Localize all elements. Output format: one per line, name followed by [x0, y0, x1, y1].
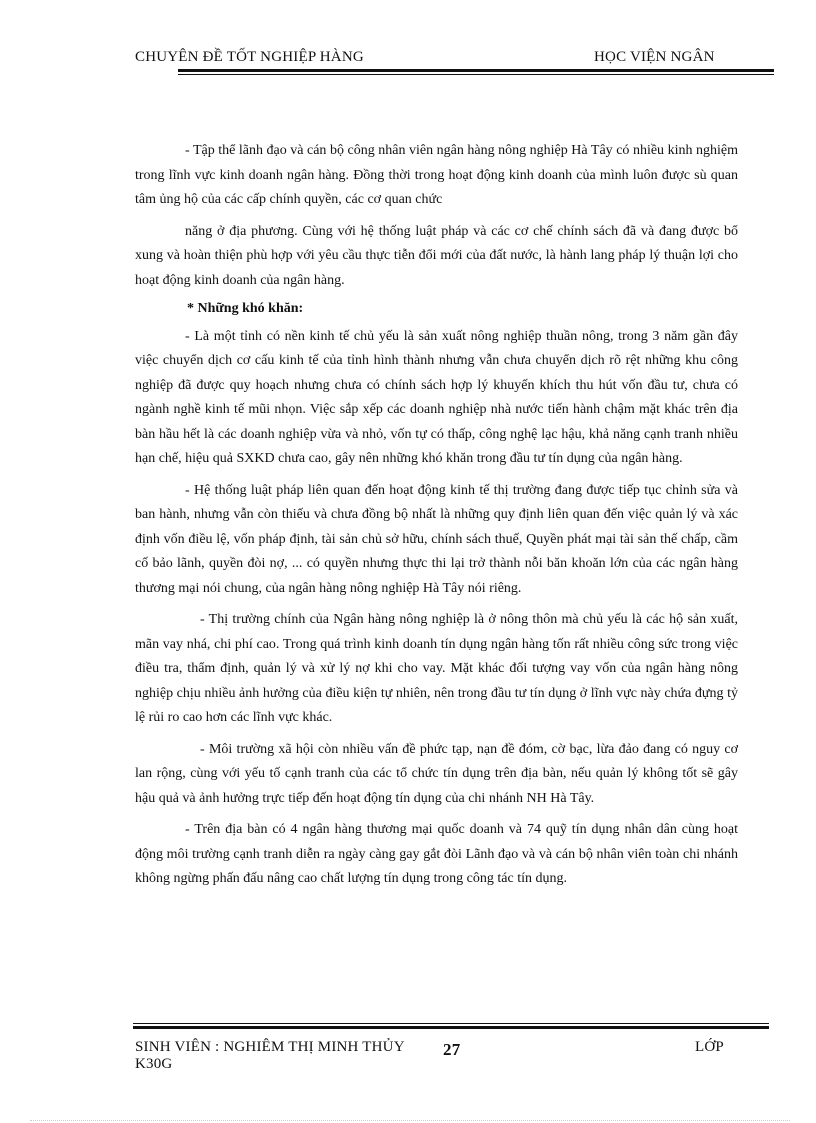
- header-left-title: CHUYÊN ĐỀ TỐT NGHIỆP HÀNG: [135, 49, 364, 65]
- footer-student-name: SINH VIÊN : NGHIÊM THỊ MINH THỦY K30G: [135, 1039, 405, 1072]
- paragraph: - Trên địa bàn có 4 ngân hàng thương mại quốc doanh và 74 quỹ tín dụng nhân dân cùng hoạt động môi trường cạnh tranh diễn ra ngày càng gay gắt đòi Lãnh đạo và và cán bộ nhân viên toàn chi nhánh không ngừng phấn đấu nâng cao chất lượng tín dụng trong công tác tín dụng.: [135, 822, 738, 886]
- paragraph: năng ở địa phương. Cùng với hệ thống luật pháp và các cơ chế chính sách đã và đang được bổ xung và hoàn thiện phù hợp với yêu cầu thực tiễn đổi mới của đất nước, là hành lang pháp lý thuận lợi cho hoạt động kinh doanh của ngân hàng.: [135, 223, 738, 288]
- section-subheading: * Những khó khăn:: [187, 301, 304, 316]
- paragraph: - Môi trường xã hội còn nhiều vấn đề phức tạp, nạn đề đóm, cờ bạc, lừa đảo đang có nguy cơ lan rộng, cùng với yếu tố cạnh tranh của các tổ chức tín dụng trên địa bàn, nếu quản lý không tốt sẽ gây hậu quả và ảnh hưởng trực tiếp đến hoạt động tín dụng của chi nhánh NH Hà Tây.: [135, 741, 738, 806]
- header-right-title: HỌC VIỆN NGÂN: [594, 49, 715, 65]
- page-number: 27: [443, 1040, 461, 1059]
- body-content: [135, 139, 738, 892]
- paragraph: - Thị trường chính của Ngân hàng nông nghiệp là ở nông thôn mà chủ yếu là các hộ sản xuất, mãn vay nhá, chi phí cao. Trong quá trình kinh doanh tín dụng ngân hàng tốn rất nhiều công sức trong việc điều tra, thẩm định, quản lý và xử lý nợ khi cho vay. Mặt khác đối tượng vay vốn của ngân hàng nông nghiệp chịu nhiều ảnh hưởng của điều kiện tự nhiên, nên trong đầu tư tín dụng ở lĩnh vực này chứa đựng tỷ lệ rủi ro cao hơn các lĩnh vực khác.: [135, 612, 738, 725]
- header-rule-thick: [178, 69, 774, 72]
- footer-class-label: LỚP: [695, 1039, 724, 1055]
- header-rule-thin: [178, 74, 774, 75]
- footer-rule-thick: [133, 1026, 769, 1029]
- page-bottom-border: [30, 1120, 790, 1121]
- paragraph: - Là một tỉnh có nền kinh tế chủ yếu là sản xuất nông nghiệp thuần nông, trong 3 năm gần đây việc chuyển dịch cơ cấu kinh tế của tỉnh hình thành nhưng vẫn chưa chuyển dịch rõ rệt những khu công nghiệp đã được quy hoạch nhưng chưa có chính sách hợp lý khuyến khích thu hút vốn đầu tư, chưa có ngành nghề kinh tế mũi nhọn. Việc sắp xếp các doanh nghiệp nhà nước tiến hành chậm mặt khác trên địa bàn hầu hết là các doanh nghiệp vừa và nhỏ, vốn tự có thấp, công nghệ lạc hậu, khả năng cạnh tranh nhiều hạn chế, hiệu quả SXKD chưa cao, gây nên những khó khăn trong đầu tư tín dụng của ngân hàng.: [135, 328, 738, 466]
- paragraph: - Tập thể lãnh đạo và cán bộ công nhân viên ngân hàng nông nghiệp Hà Tây có nhiều kinh nghiệm trong lĩnh vực kinh doanh ngân hàng. Đồng thời trong hoạt động kinh doanh của mình luôn được sù quan tâm ủng hộ của các cấp chính quyền, các cơ quan chức: [135, 143, 738, 207]
- paragraph: - Hệ thống luật pháp liên quan đến hoạt động kinh tế thị trường đang được tiếp tục chỉnh sửa và ban hành, nhưng vẫn còn thiếu và chưa đồng bộ nhất là những quy định liên quan đến việc quản lý và xác định vốn điều lệ, vốn pháp định, tài sản chủ sở hữu, chính sách thuế, Quyền phát mại tài sản thế chấp, cầm cố bảo lãnh, quyền đòi nợ, ... có quyền nhưng thực thi lại trở thành nỗi băn khoăn lớn của các ngân hàng thương mại nói chung, của ngân hàng nông nghiệp Hà Tây nói riêng.: [135, 482, 738, 596]
- footer-rule-thin: [133, 1023, 769, 1024]
